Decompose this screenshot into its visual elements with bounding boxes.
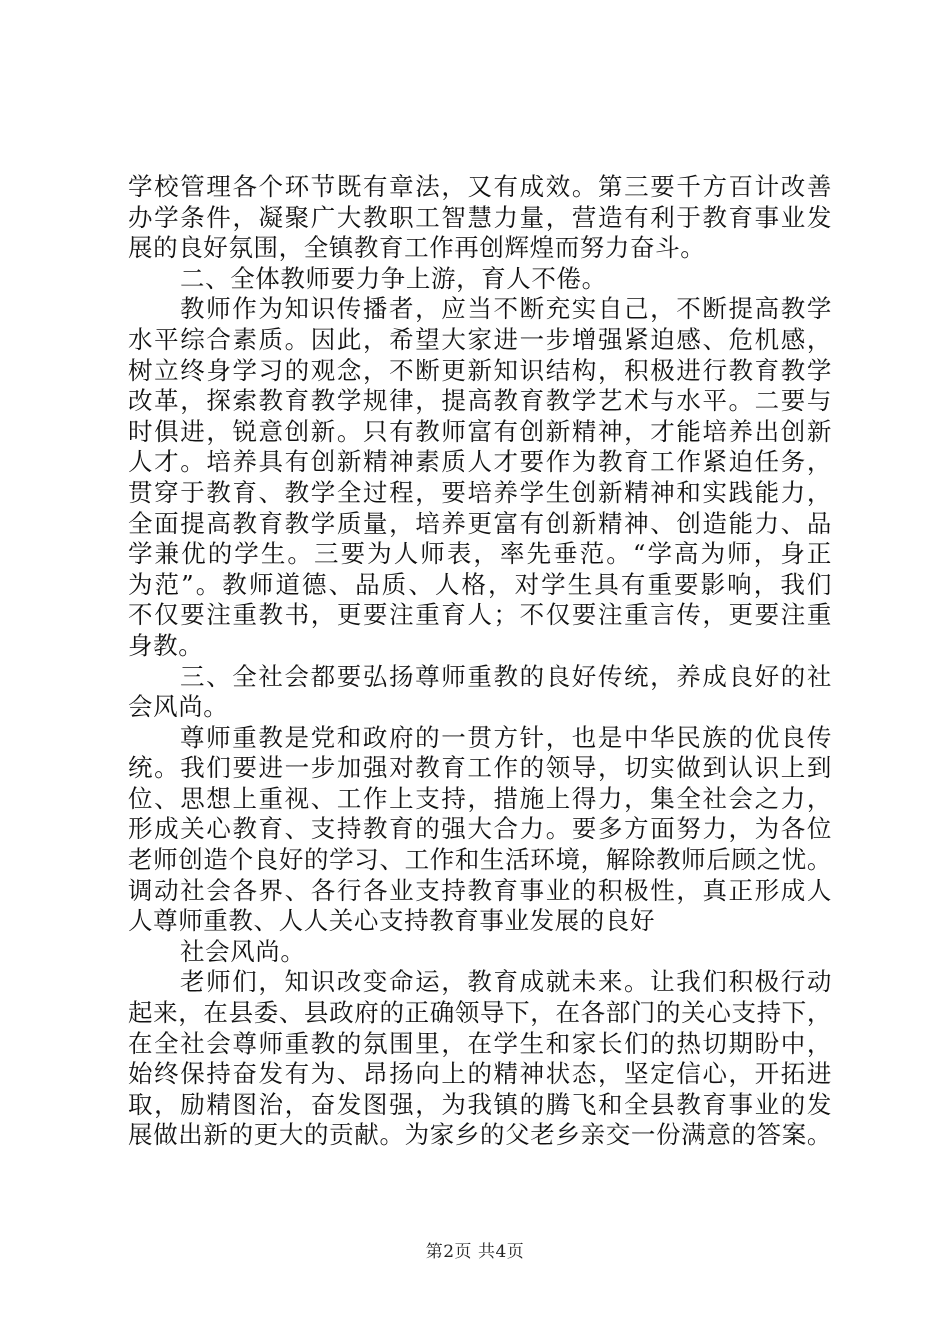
text-line: 人尊师重教、人人关心支持教育事业发展的良好 bbox=[128, 906, 656, 936]
text-line: 全面提高教育教学质量，培养更富有创新精神、创造能力、品 bbox=[128, 508, 832, 538]
text-line: 树立终身学习的观念，不断更新知识结构，积极进行教育教学 bbox=[128, 355, 832, 385]
text-line: 尊师重教是党和政府的一贯方针，也是中华民族的优良传 bbox=[180, 722, 832, 752]
text-line: 起来，在县委、县政府的正确领导下，在各部门的关心支持下， bbox=[128, 998, 832, 1028]
text-line: 学兼优的学生。三要为人师表，率先垂范。“学高为师，身正 bbox=[128, 539, 832, 569]
text-line: 统。我们要进一步加强对教育工作的领导，切实做到认识上到 bbox=[128, 753, 832, 783]
text-line: 贯穿于教育、教学全过程，要培养学生创新精神和实践能力， bbox=[128, 477, 832, 507]
text-line: 取，励精图治，奋发图强，为我镇的腾飞和全县教育事业的发 bbox=[128, 1089, 832, 1119]
text-line: 办学条件，凝聚广大教职工智慧力量，营造有利于教育事业发 bbox=[128, 202, 832, 232]
text-line: 始终保持奋发有为、昂扬向上的精神状态，坚定信心，开拓进 bbox=[128, 1059, 832, 1089]
text-line: 老师们，知识改变命运，教育成就未来。让我们积极行动 bbox=[180, 967, 832, 997]
text-line: 三、全社会都要弘扬尊师重教的良好传统，养成良好的社 bbox=[180, 661, 832, 691]
text-line: 展的良好氛围，全镇教育工作再创辉煌而努力奋斗。 bbox=[128, 233, 706, 263]
text-line: 展做出新的更大的贡献。为家乡的父老乡亲交一份满意的答案。 bbox=[128, 1120, 832, 1150]
text-line: 水平综合素质。因此，希望大家进一步增强紧迫感、危机感， bbox=[128, 324, 832, 354]
text-line: 社会风尚。 bbox=[180, 936, 306, 966]
text-line: 调动社会各界、各行各业支持教育事业的积极性，真正形成人 bbox=[128, 875, 832, 905]
text-line: 教师作为知识传播者，应当不断充实自己，不断提高教学 bbox=[180, 294, 832, 324]
text-line: 不仅要注重教书，更要注重育人；不仅要注重言传，更要注重 bbox=[128, 600, 832, 630]
text-line: 老师创造个良好的学习、工作和生活环境，解除教师后顾之忧。 bbox=[128, 845, 832, 875]
text-line: 改革，探索教育教学规律，提高教育教学艺术与水平。二要与 bbox=[128, 386, 832, 416]
text-line: 时俱进，锐意创新。只有教师富有创新精神，才能培养出创新 bbox=[128, 416, 832, 446]
text-line: 学校管理各个环节既有章法，又有成效。第三要千方百计改善 bbox=[128, 172, 832, 201]
text-line: 二、全体教师要力争上游，育人不倦。 bbox=[180, 263, 607, 293]
page-number-footer: 第2页 共4页 bbox=[425, 1242, 525, 1262]
text-line: 在全社会尊师重教的氛围里，在学生和家长们的热切期盼中， bbox=[128, 1028, 832, 1058]
text-line: 位、思想上重视、工作上支持，措施上得力，集全社会之力， bbox=[128, 783, 832, 813]
text-line: 会风尚。 bbox=[128, 692, 229, 722]
text-line: 人才。培养具有创新精神素质人才要作为教育工作紧迫任务， bbox=[128, 447, 832, 477]
body-text bbox=[128, 172, 832, 1151]
text-line: 身教。 bbox=[128, 630, 204, 660]
text-line: 形成关心教育、支持教育的强大合力。要多方面努力，为各位 bbox=[128, 814, 832, 844]
text-line: 为范”。教师道德、品质、人格，对学生具有重要影响，我们 bbox=[128, 569, 832, 599]
